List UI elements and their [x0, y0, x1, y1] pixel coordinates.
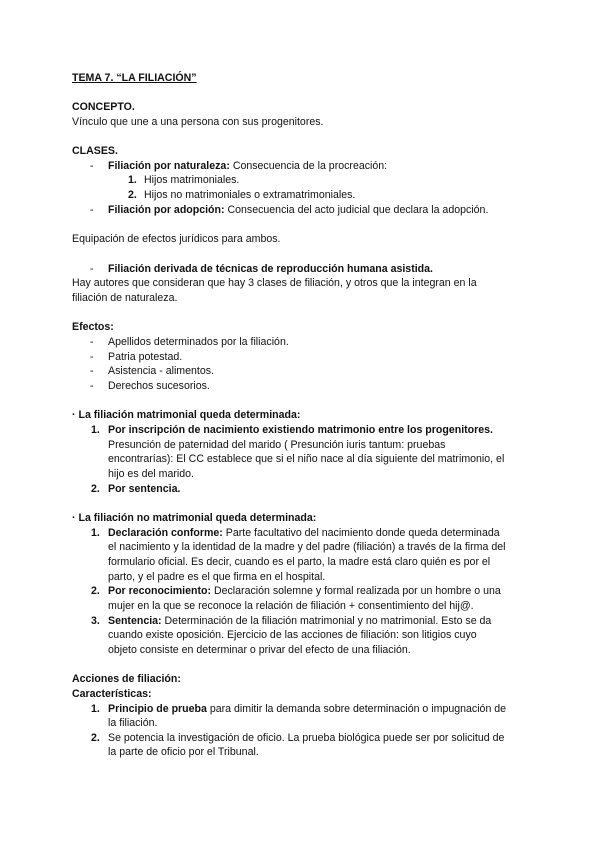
sub-item-text: Hijos matrimoniales. [144, 174, 240, 186]
no-matrimonial-item-text: Declaración solemne y formal realizada por un hombre o una [213, 585, 501, 597]
matrimonial-item-label: Por inscripción de nacimiento existiendo matrimonio entre los progenitores. [108, 424, 493, 436]
concepto-heading: CONCEPTO. [72, 101, 135, 113]
list-number: 2. [91, 732, 100, 744]
acciones-item-line: la parte de oficio por el Tribunal. [108, 746, 259, 758]
clase-tecnicas-label: Filiación derivada de técnicas de reproducción humana asistida. [108, 263, 433, 275]
clase-adopcion [108, 204, 488, 217]
list-number: 2. [91, 585, 100, 597]
no-matrimonial-item [108, 615, 491, 628]
list-number: 1. [91, 424, 100, 436]
acciones-item-line: la filiación. [108, 717, 158, 729]
no-matrimonial-item-line: objeto consiste en determinar o privar del efecto de una filiación. [108, 644, 411, 656]
efectos-heading: Efectos: [72, 321, 114, 333]
no-matrimonial-item-label: Por reconocimiento: [108, 585, 212, 597]
bullet-dash: - [90, 160, 94, 172]
acciones-item-text: para dimitir la demanda sobre determinación o impugnación de [209, 703, 507, 715]
clases-heading: CLASES. [72, 145, 118, 157]
efectos-item: Asistencia - alimentos. [108, 365, 214, 377]
bullet-dash: - [90, 380, 94, 392]
no-matrimonial-item-line: el nacimiento y la identidad de la madre y del padre (filiación) a través de la firma del [108, 541, 506, 553]
matrimonial-item-line: hijo es del marido. [108, 468, 194, 480]
no-matrimonial-item-text: Determinación de la filiación matrimonial y no matrimonial. Esto se da [164, 615, 492, 627]
bullet-dash: - [90, 263, 94, 275]
no-matrimonial-item [108, 585, 501, 598]
no-matrimonial-item-line: parto, y el padre es el que firma en el hospital. [108, 571, 326, 583]
bullet-dash: - [90, 351, 94, 363]
no-matrimonial-item-label: Sentencia: [108, 615, 162, 627]
clase-naturaleza-text: Consecuencia de la procreación: [232, 160, 388, 172]
acciones-item-label: Principio de prueba [108, 703, 207, 715]
no-matrimonial-item-label: Declaración conforme: [108, 527, 223, 539]
tecnicas-text-line: Hay autores que consideran que hay 3 clases de filiación, y otros que la integran en la [72, 277, 477, 289]
matrimonial-item-line: encontrarías): El CC establece que si el niño nace al día siguiente del matrimonio, el [108, 453, 505, 465]
list-number: 1. [91, 527, 100, 539]
no-matrimonial-item [108, 527, 500, 540]
bullet-dash: - [90, 204, 94, 216]
efectos-item: Derechos sucesorios. [108, 380, 210, 392]
caracteristicas-heading: Características: [72, 688, 152, 700]
no-matrimonial-item-line: cuando existe oposición. Ejercicio de las acciones de filiación: son litigios cuyo [108, 629, 477, 641]
list-number: 2. [91, 483, 100, 495]
list-number: 3. [91, 615, 100, 627]
clase-naturaleza [108, 160, 387, 173]
concepto-text: Vínculo que une a una persona con sus progenitores. [72, 116, 324, 128]
page-title: TEMA 7. “LA FILIACIÓN” [72, 72, 197, 84]
acciones-item-text: Se potencia la investigación de oficio. La prueba biológica puede ser por solicitud de [108, 732, 505, 744]
matrimonial-item-line: Presunción de paternidad del marido ( Presunción iuris tantum: pruebas [108, 439, 446, 451]
sub-item-number: 2. [128, 189, 137, 201]
matrimonial-item-label: Por sentencia. [108, 483, 181, 495]
sub-item-number: 1. [128, 174, 137, 186]
no-matrimonial-item-text: Parte facultativo del nacimiento donde queda determinada [225, 527, 500, 539]
no-matrimonial-heading: · La filiación no matrimonial queda determinada: [72, 512, 317, 524]
clase-naturaleza-label: Filiación por naturaleza: [108, 160, 230, 172]
matrimonial-heading: · La filiación matrimonial queda determinada: [72, 409, 301, 421]
efectos-item: Apellidos determinados por la filiación. [108, 336, 289, 348]
list-number: 1. [91, 703, 100, 715]
acciones-item [108, 703, 506, 716]
clase-adopcion-label: Filiación por adopción: [108, 204, 225, 216]
efectos-item: Patria potestad. [108, 351, 183, 363]
no-matrimonial-item-line: mujer en la que se reconoce la relación de filiación + consentimiento del hij@. [108, 600, 474, 612]
bullet-dash: - [90, 336, 94, 348]
clase-adopcion-text: Consecuencia del acto judicial que declara la adopción. [227, 204, 489, 216]
bullet-dash: - [90, 365, 94, 377]
tecnicas-text-line: filiación de naturaleza. [72, 292, 178, 304]
sub-item-text: Hijos no matrimoniales o extramatrimoniales. [144, 189, 356, 201]
acciones-heading: Acciones de filiación: [72, 673, 181, 685]
equipacion-text: Equipación de efectos jurídicos para ambos. [72, 233, 281, 245]
no-matrimonial-item-line: formulario oficial. Es decir, cuando es el parto, la madre está claro quién es por el [108, 556, 491, 568]
